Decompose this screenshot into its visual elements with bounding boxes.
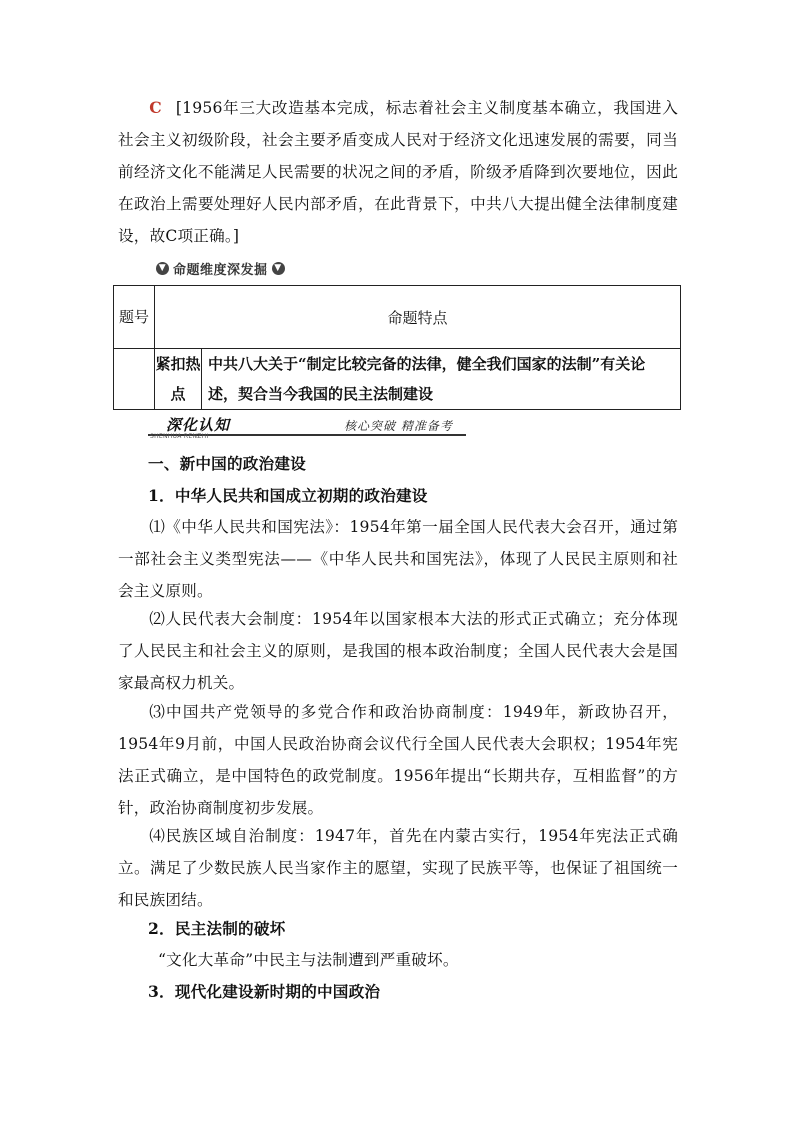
answer-letter: C	[149, 98, 162, 117]
banner-text: 命题维度深发掘	[173, 262, 268, 278]
banner	[152, 258, 289, 278]
feature-table	[113, 285, 681, 410]
answer-explanation	[118, 92, 678, 252]
header-feature: 命题特点	[155, 286, 681, 349]
paragraph-5: “文化大革命”中民主与法制遭到严重破坏。	[158, 951, 459, 969]
section-pinyin: SHENHUA RENZHI	[150, 433, 209, 440]
heading-2-1: 1．中华人民共和国成立初期的政治建设	[148, 486, 428, 505]
heading-2-2: 2．民主法制的破坏	[148, 919, 286, 938]
row-tag: 紧扣热点	[155, 349, 202, 410]
table-row	[114, 349, 681, 410]
header-num: 题号	[114, 286, 155, 349]
section-band	[148, 414, 466, 440]
row-desc: 中共八大关于“制定比较完备的法律，健全我们国家的法制”有关论述，契合当今我国的民主法制建设	[202, 349, 681, 410]
chevron-down-icon: ▼	[156, 262, 169, 275]
section-title: 深化认知	[166, 416, 231, 434]
heading-1: 一、新中国的政治建设	[148, 454, 306, 473]
section-subtitle: 核心突破 精准备考	[344, 419, 453, 433]
explanation-text: [1956年三大改造基本完成，标志着社会主义制度基本确立，我国进入社会主义初级阶段，社会主要矛盾变成人民对于经济文化迅速发展的需要，同当前经济文化不能满足人民需要的状况之间的矛盾，阶级矛盾降到次要地位，因此在政治上需要处理好人民内部矛盾，在此背景下，中共八大提出健全法律制度建设，故C项正确。]	[118, 99, 678, 245]
paragraph-1: ⑴《中华人民共和国宪法》：1954年第一届全国人民代表大会召开，通过第一部社会主义类型宪法——《中华人民共和国宪法》，体现了人民民主原则和社会主义原则。	[118, 518, 678, 600]
chevron-down-icon: ▼	[272, 262, 285, 275]
table-header-row	[114, 286, 681, 349]
paragraph-4: ⑷民族区域自治制度：1947年，首先在内蒙古实行，1954年宪法正式确立。满足了少数民族人民当家作主的愿望，实现了民族平等，也保证了祖国统一和民族团结。	[118, 827, 678, 909]
heading-2-3: 3．现代化建设新时期的中国政治	[148, 982, 381, 1001]
row-num	[114, 349, 155, 410]
paragraph-3: ⑶中国共产党领导的多党合作和政治协商制度：1949年，新政协召开，1954年9月前，中国人民政治协商会议代行全国人民代表大会职权；1954年宪法正式确立，是中国特色的政党制度。1956年提出“长期共存，互相监督”的方针，政治协商制度初步发展。	[118, 703, 678, 817]
paragraph-2: ⑵人民代表大会制度：1954年以国家根本大法的形式正式确立；充分体现了人民民主和社会主义的原则，是我国的根本政治制度；全国人民代表大会是国家最高权力机关。	[118, 610, 678, 692]
